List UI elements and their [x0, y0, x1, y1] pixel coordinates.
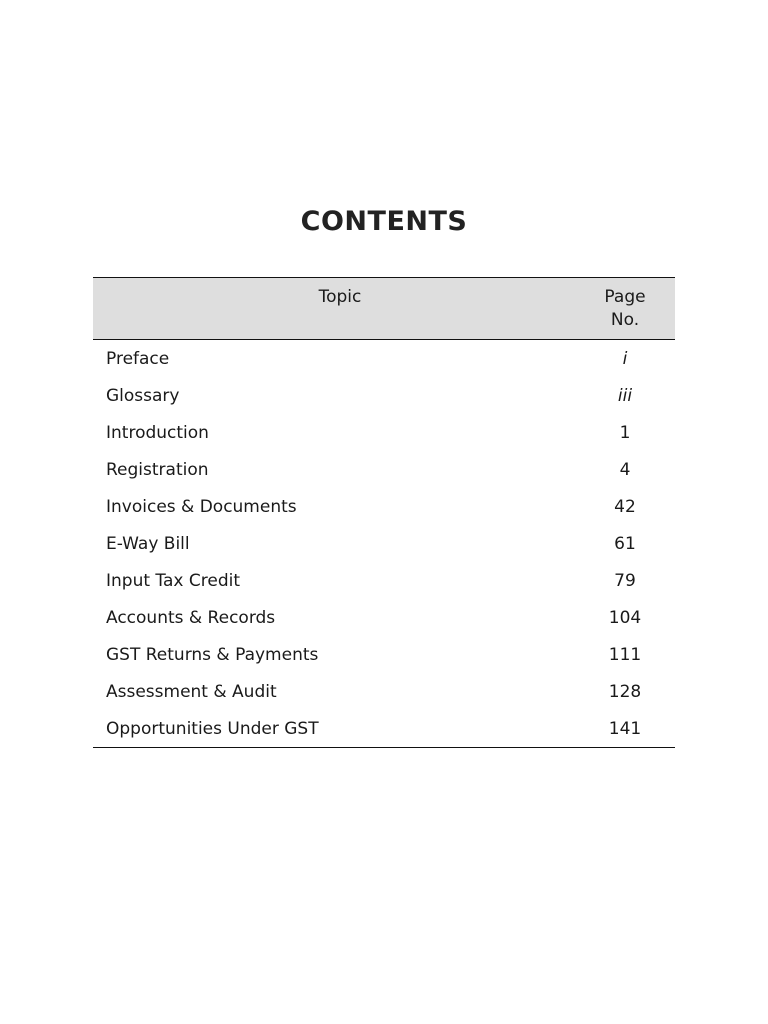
page-number-cell: 4 — [619, 459, 631, 480]
page-number-cell: iii — [617, 385, 633, 406]
topic-cell: Glossary — [106, 385, 180, 406]
topic-cell: E-Way Bill — [106, 533, 190, 554]
page-number-cell: 141 — [608, 718, 642, 739]
page-number-cell: 42 — [614, 496, 636, 517]
table-header — [93, 278, 675, 340]
page-number-cell: 61 — [614, 533, 636, 554]
topic-cell: Opportunities Under GST — [106, 718, 319, 739]
topic-cell: Input Tax Credit — [106, 570, 240, 591]
table-row[interactable] — [93, 377, 675, 414]
header-row — [93, 278, 675, 340]
page-number-column-header — [575, 278, 675, 340]
table-row[interactable] — [93, 525, 675, 562]
page-number-cell: 1 — [619, 422, 631, 443]
page-number-cell: 128 — [608, 681, 642, 702]
table-row[interactable] — [93, 340, 675, 378]
topic-cell: GST Returns & Payments — [106, 644, 319, 665]
table-row[interactable] — [93, 451, 675, 488]
page-header-line-2: No. — [610, 310, 640, 330]
topic-cell: Registration — [106, 459, 209, 480]
table-row[interactable] — [93, 673, 675, 710]
table-body — [93, 340, 675, 748]
page-number-cell: i — [622, 348, 628, 369]
topic-column-header: Topic — [93, 278, 575, 340]
topic-cell: Accounts & Records — [106, 607, 276, 628]
page-number-cell: 104 — [608, 607, 642, 628]
table-row[interactable] — [93, 710, 675, 748]
page-header-line-1: Page — [604, 287, 646, 307]
contents-table — [93, 277, 675, 748]
topic-cell: Introduction — [106, 422, 209, 443]
topic-cell: Invoices & Documents — [106, 496, 297, 517]
table-row[interactable] — [93, 636, 675, 673]
table-row[interactable] — [93, 488, 675, 525]
table-row[interactable] — [93, 414, 675, 451]
table-row[interactable] — [93, 562, 675, 599]
topic-cell: Preface — [106, 348, 170, 369]
page-number-cell: 79 — [614, 570, 636, 591]
topic-cell: Assessment & Audit — [106, 681, 277, 702]
page-title: CONTENTS — [300, 206, 468, 237]
page-number-cell: 111 — [608, 644, 642, 665]
table-row[interactable] — [93, 599, 675, 636]
